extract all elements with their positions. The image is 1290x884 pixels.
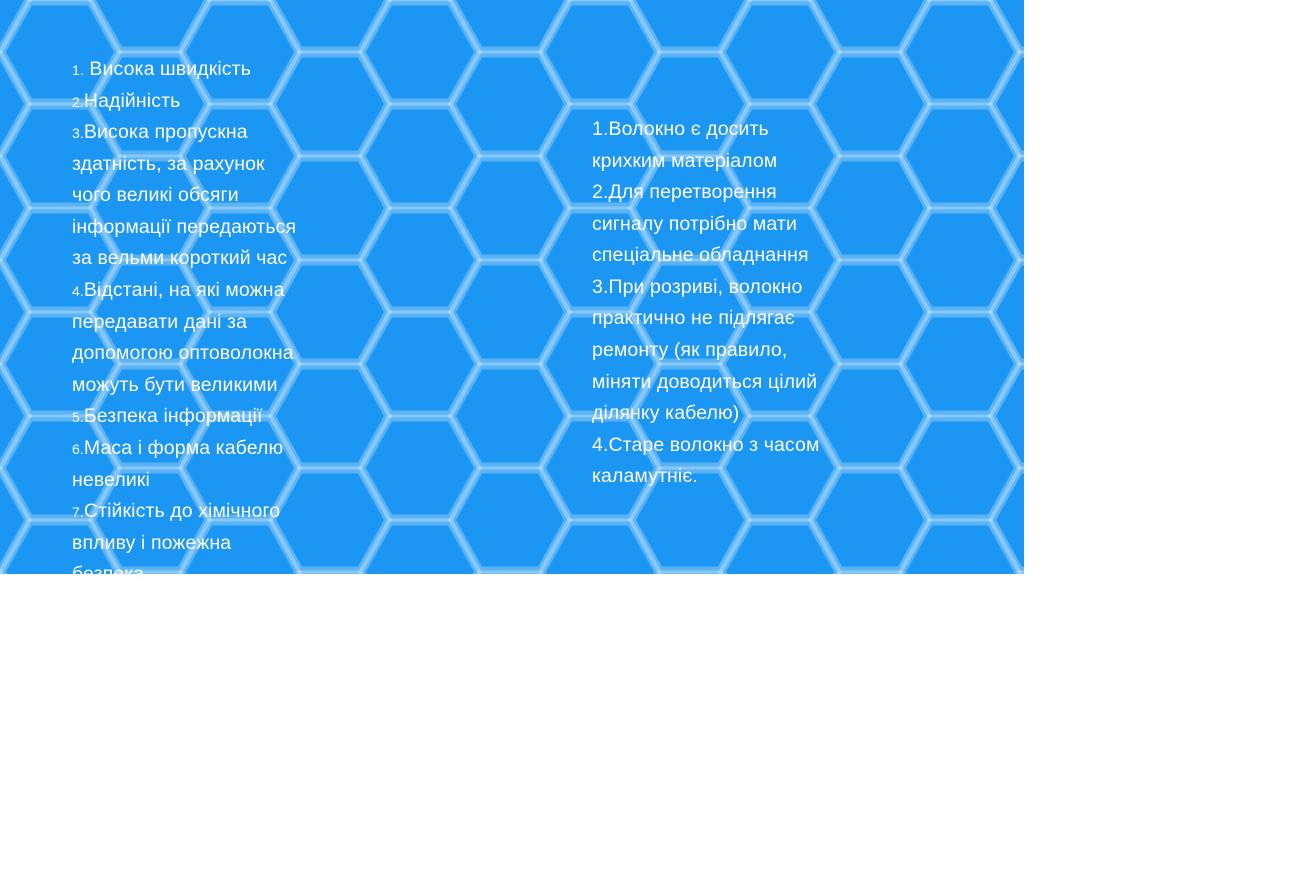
list-text: каламутніє. xyxy=(592,465,698,488)
list-text: передавати дані за xyxy=(72,310,248,333)
hexagon-tile xyxy=(180,728,300,832)
hexagon-tile xyxy=(1080,312,1200,416)
list-text: Висока пропускна xyxy=(83,121,248,144)
hexagon-tile xyxy=(540,624,660,728)
list-text: чого великі обсяги xyxy=(72,184,239,207)
advantages-line xyxy=(72,528,362,560)
hexagon-tile xyxy=(720,728,840,832)
list-text: здатність, за рахунок xyxy=(72,152,265,175)
list-text: Висока швидкість xyxy=(83,58,251,80)
disadvantages-line xyxy=(592,272,892,304)
list-text: 3.При розриві, волокно xyxy=(592,275,803,298)
advantages-line xyxy=(72,465,362,497)
hexagon-tile xyxy=(540,728,660,832)
advantages-line xyxy=(72,149,362,181)
list-marker: 4. xyxy=(72,283,84,300)
disadvantages-line xyxy=(592,367,892,399)
hexagon-tile xyxy=(1170,780,1290,884)
advantages-line xyxy=(72,180,362,212)
list-text: 4.Старе волокно з часом xyxy=(592,433,820,456)
hexagon-tile xyxy=(1080,728,1200,832)
hexagon-tile xyxy=(990,780,1110,884)
hexagon-tile xyxy=(900,728,1020,832)
hexagon-tile xyxy=(630,676,750,780)
list-text: Маса і форма кабелю xyxy=(83,436,284,459)
advantages-line xyxy=(72,433,362,465)
hexagon-tile xyxy=(900,624,1020,728)
list-marker: 6. xyxy=(72,440,84,457)
disadvantages-line xyxy=(592,303,892,335)
advantages-line xyxy=(72,496,362,528)
hexagon-tile xyxy=(180,624,300,728)
hexagon-tile xyxy=(630,780,750,884)
advantages-line xyxy=(72,307,362,339)
hexagon-tile xyxy=(810,572,930,676)
advantages-line xyxy=(72,338,362,370)
hexagon-tile xyxy=(0,676,30,780)
advantages-line xyxy=(72,275,362,307)
hexagon-tile xyxy=(1080,624,1200,728)
disadvantages-text-block xyxy=(592,114,892,493)
disadvantages-line xyxy=(592,114,892,146)
list-marker: 5. xyxy=(72,409,84,426)
list-marker: 1. xyxy=(72,62,84,78)
disadvantages-line xyxy=(592,146,892,178)
hexagon-tile xyxy=(450,780,570,884)
list-text: Відстані, на які можна xyxy=(83,279,285,302)
advantages-line xyxy=(72,86,362,118)
hexagon-tile xyxy=(1170,52,1290,156)
disadvantages-line xyxy=(592,461,892,493)
list-text: за вельми короткий час xyxy=(72,247,288,270)
hexagon-tile xyxy=(90,780,210,884)
hexagon-tile xyxy=(0,624,120,728)
hexagon-tile xyxy=(1080,520,1200,624)
list-text: невеликі xyxy=(72,468,150,491)
list-text: Стійкість до хімічного xyxy=(83,500,281,523)
list-text: міняти доводиться цілий xyxy=(592,370,818,393)
list-text: допомогою оптоволокна xyxy=(72,342,294,365)
advantages-line xyxy=(72,243,362,275)
list-text: крихким матеріалом xyxy=(592,149,778,172)
hexagon-tile xyxy=(1080,0,1200,104)
advantages-line xyxy=(72,401,362,433)
list-marker: 7. xyxy=(72,504,84,521)
advantages-line xyxy=(72,117,362,149)
hexagon-tile xyxy=(0,780,30,884)
hexagon-tile xyxy=(1170,364,1290,468)
hexagon-tile xyxy=(630,572,750,676)
hexagon-tile xyxy=(810,676,930,780)
hexagon-tile xyxy=(1170,676,1290,780)
hexagon-tile xyxy=(270,676,390,780)
list-text: ділянку кабелю) xyxy=(592,402,740,425)
disadvantages-line xyxy=(592,209,892,241)
hexagon-tile xyxy=(0,728,120,832)
disadvantages-line xyxy=(592,398,892,430)
disadvantages-line xyxy=(592,335,892,367)
disadvantages-line xyxy=(592,240,892,272)
hexagon-tile xyxy=(1170,156,1290,260)
hexagon-tile xyxy=(720,624,840,728)
hexagon-tile xyxy=(1170,468,1290,572)
disadvantages-line xyxy=(592,177,892,209)
hexagon-tile xyxy=(1170,0,1290,52)
hexagon-tile xyxy=(90,676,210,780)
hexagon-tile xyxy=(450,572,570,676)
list-marker: 2. xyxy=(72,93,84,110)
advantages-line xyxy=(72,370,362,402)
list-text: інформації передаються xyxy=(72,215,297,238)
advantages-text-block xyxy=(72,54,362,591)
list-text: 1.Волокно є досить xyxy=(592,118,769,140)
hexagon-tile xyxy=(1080,416,1200,520)
hexagon-tile xyxy=(1170,572,1290,676)
hexagon-tile xyxy=(360,728,480,832)
list-text: безпека xyxy=(72,563,145,586)
advantages-line xyxy=(72,559,362,591)
advantages-line xyxy=(72,212,362,244)
hexagon-tile xyxy=(0,572,30,676)
hexagon-tile xyxy=(1080,104,1200,208)
advantages-line xyxy=(72,54,362,86)
hexagon-tile xyxy=(450,676,570,780)
list-text: ремонту (як правило, xyxy=(592,339,788,362)
hexagon-tile xyxy=(990,572,1110,676)
list-text: спеціальне обладнання xyxy=(592,244,809,267)
list-text: сигналу потрібно мати xyxy=(592,212,797,235)
hexagon-tile xyxy=(1080,208,1200,312)
disadvantages-line xyxy=(592,430,892,462)
list-text: можуть бути великими xyxy=(72,373,278,396)
list-text: 2.Для перетворення xyxy=(592,181,777,204)
hexagon-tile xyxy=(1170,260,1290,364)
list-text: Надійність xyxy=(83,89,181,112)
hexagon-tile xyxy=(810,780,930,884)
list-text: практично не підлягає xyxy=(592,307,795,330)
hexagon-tile xyxy=(360,624,480,728)
list-text: Безпека інформації xyxy=(83,405,263,428)
hexagon-tile xyxy=(990,676,1110,780)
list-marker: 3. xyxy=(72,125,84,142)
hexagon-tile xyxy=(270,780,390,884)
list-text: впливу і пожежна xyxy=(72,531,232,554)
